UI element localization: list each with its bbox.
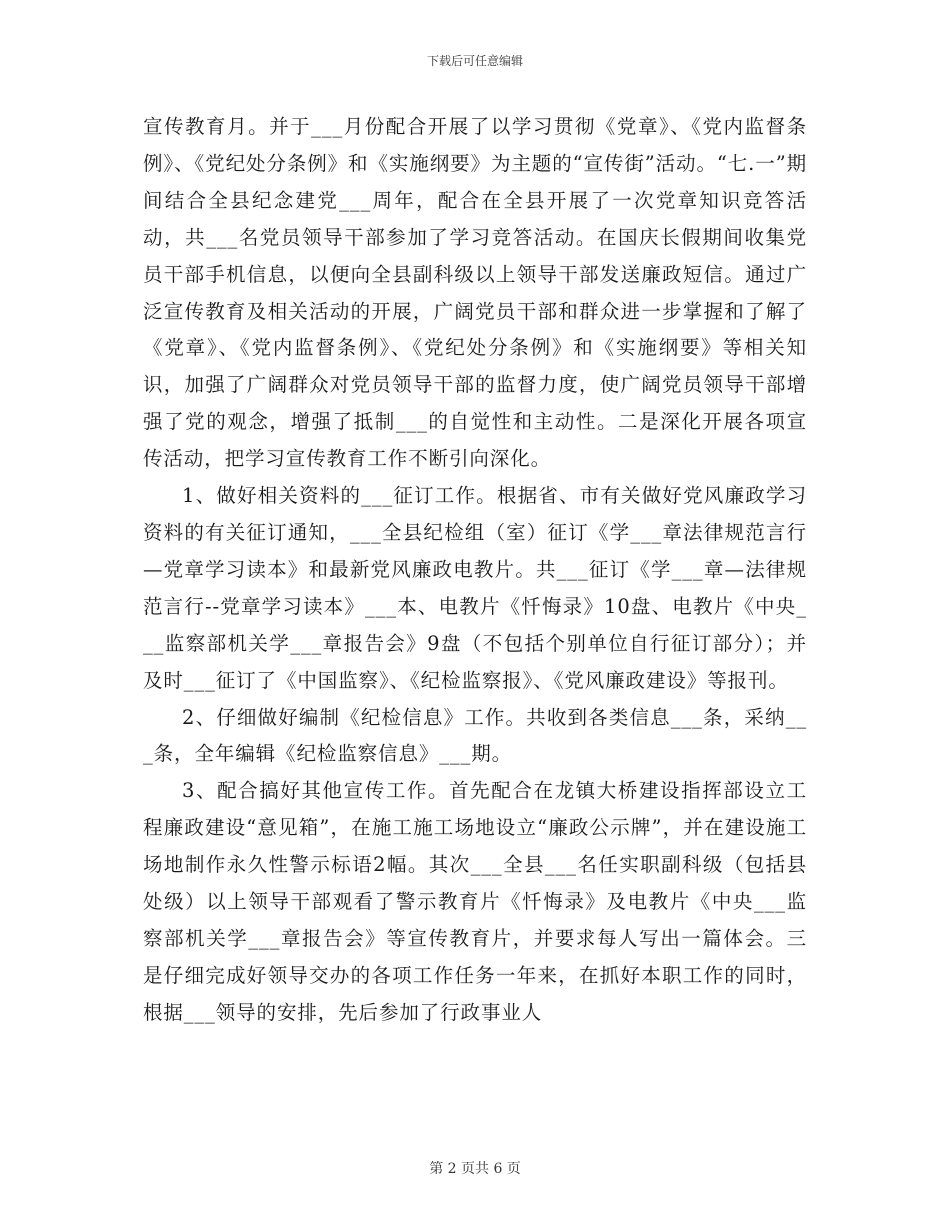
paragraph-3: 2、仔细做好编制《纪检信息》工作。共收到各类信息___条，采纳___条，全年编辑《纪检监察信息》___期。 bbox=[143, 705, 807, 766]
page-number: 第 2 页共 6 页 bbox=[429, 1161, 521, 1177]
document-body bbox=[143, 109, 807, 1032]
paragraph-1: 宣传教育月。并于___月份配合开展了以学习贯彻《党章》、《党内监督条例》、《党纪处分条例》和《实施纲要》为主题的“宣传街”活动。“七.一”期间结合全县纪念建党___周年，配合在全县开展了一次党章知识竞答活动，共___名党员领导干部参加了学习竞答活动。在国庆长假期间收集党员干部手机信息，以便向全县副科级以上领导干部发送廉政短信。通过广泛宣传教育及相关活动的开展，广阔党员干部和群众进一步掌握和了解了《党章》、《党内监督条例》、《党纪处分条例》和《实施纲要》等相关知识，加强了广阔群众对党员领导干部的监督力度，使广阔党员领导干部增强了党的观念，增强了抵制___的自觉性和主动性。二是深化开展各项宣传活动，把学习宣传教育工作不断引向深化。 bbox=[143, 115, 807, 471]
paragraph-4: 3、配合搞好其他宣传工作。首先配合在龙镇大桥建设指挥部设立工程廉政建设“意见箱”，在施工施工场地设立“廉政公示牌”，并在建设施工场地制作永久性警示标语2幅。其次___全县___名任实职副科级（包括县处级）以上领导干部观看了警示教育片《忏悔录》及电教片《中央___监察部机关学___章报告会》等宣传教育片，并要求每人写出一篇体会。三是仔细完成好领导交办的各项工作任务一年来，在抓好本职工作的同时，根据___领导的安排，先后参加了行政事业人 bbox=[143, 779, 807, 1024]
page-header: 下载后可任意编辑 bbox=[426, 54, 523, 68]
paragraph-2: 1、做好相关资料的___征订工作。根据省、市有关做好党风廉政学习资料的有关征订通知，___全县纪检组（室）征订《学___章法律规范言行—党章学习读本》和最新党风廉政电教片。共___征订《学___章—法律规范言行--党章学习读本》___本、电教片《忏悔录》10盘、电教片《中央___监察部机关学___章报告会》9盘（不包括个别单位自行征订部分）；并及时___征订了《中国监察》、《纪检监察报》、《党风廉政建设》等报刊。 bbox=[143, 484, 807, 692]
